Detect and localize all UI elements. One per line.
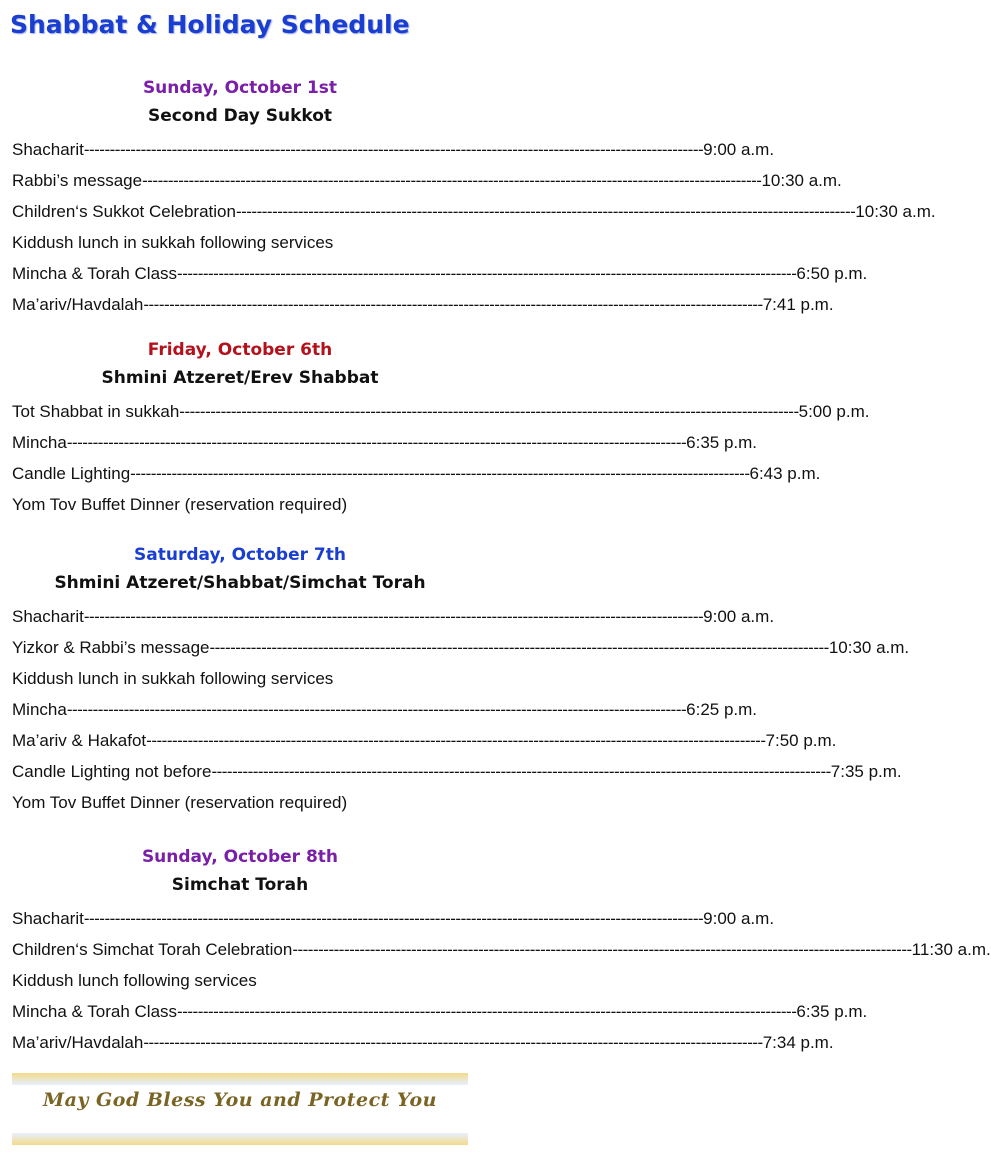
dash-leader: ------------------------------------------------------------------------------------------------------------------------ [292,940,912,959]
schedule-label: Kiddush lunch in sukkah following services [12,233,334,252]
dash-leader: ------------------------------------------------------------------------------------------------------------------------ [146,731,766,750]
blessing-text: May God Bless You and Protect You [43,1089,437,1111]
dash-leader: ------------------------------------------------------------------------------------------------------------------------ [83,909,704,928]
schedule-label: Shacharit [12,140,84,159]
section-oct-1 [0,76,936,320]
schedule-time: 5:00 p.m. [798,402,870,421]
schedule-time: 11:30 a.m. [911,940,991,959]
page-title: Shabbat & Holiday Schedule [10,10,410,39]
schedule-row [0,601,775,632]
schedule-label: Mincha & Torah Class [12,264,178,283]
schedule-time: 10:30 a.m. [828,638,910,657]
dash-leader: ------------------------------------------------------------------------------------------------------------------------ [177,1002,797,1021]
schedule-row [0,632,910,663]
schedule-label: Yizkor & Rabbi’s message [12,638,210,657]
schedule-label: Candle Lighting not before [12,762,212,781]
schedule-row [0,996,868,1027]
schedule-time: 7:50 p.m. [765,731,837,750]
schedule-time: 6:25 p.m. [686,700,758,719]
dash-leader: ------------------------------------------------------------------------------------------------------------------------ [235,202,856,221]
section-event: Shmini Atzeret/Shabbat/Simchat Torah [54,573,426,593]
dash-leader: ------------------------------------------------------------------------------------------------------------------------ [142,171,762,190]
schedule-label: Yom Tov Buffet Dinner (reservation required) [12,495,348,514]
section-date: Sunday, October 8th [141,847,339,867]
schedule-row [0,663,468,694]
banner-band-top [12,1073,468,1085]
dash-leader: ------------------------------------------------------------------------------------------------------------------------ [143,295,763,314]
dash-leader: ------------------------------------------------------------------------------------------------------------------------ [177,264,797,283]
schedule-time: 6:35 p.m. [796,1002,868,1021]
section-oct-6 [0,338,870,520]
schedule-label: Shacharit [12,909,84,928]
schedule-row [0,694,758,725]
section-date: Friday, October 6th [147,340,333,360]
schedule-time: 9:00 a.m. [703,140,775,159]
schedule-label: Yom Tov Buffet Dinner (reservation required) [12,793,348,812]
schedule-time: 6:50 p.m. [796,264,868,283]
dash-leader: ------------------------------------------------------------------------------------------------------------------------ [130,464,750,483]
schedule-label: Children‘s Simchat Torah Celebration [12,940,293,959]
schedule-time: 10:30 a.m. [761,171,842,190]
schedule-label: Ma’ariv & Hakafot [12,731,147,750]
schedule-label: Kiddush lunch in sukkah following services [12,669,334,688]
schedule-row [0,258,868,289]
schedule-label: Tot Shabbat in sukkah [12,402,180,421]
schedule-row [0,134,775,165]
schedule-label: Candle Lighting [12,464,131,483]
schedule-row [0,227,468,258]
schedule-label: Mincha & Torah Class [12,1002,178,1021]
schedule-time: 7:41 p.m. [762,295,834,314]
schedule-time: 9:00 a.m. [703,909,775,928]
schedule-row [0,756,902,787]
section-date: Saturday, October 7th [134,545,346,565]
section-oct-7 [0,543,910,818]
schedule-row [0,289,834,320]
dash-leader: ------------------------------------------------------------------------------------------------------------------------ [211,762,831,781]
schedule-row [0,489,468,520]
dash-leader: ------------------------------------------------------------------------------------------------------------------------ [83,607,704,626]
schedule-label: Mincha [12,433,67,452]
schedule-label: Children‘s Sukkot Celebration [12,202,236,221]
section-event: Shmini Atzeret/Erev Shabbat [101,368,379,388]
schedule-row [0,903,775,934]
section-event: Simchat Torah [171,875,309,895]
schedule-time: 7:34 p.m. [762,1033,834,1052]
dash-leader: ------------------------------------------------------------------------------------------------------------------------ [179,402,799,421]
section-event: Second Day Sukkot [147,106,333,126]
schedule-row [0,787,468,818]
section-oct-8 [0,845,991,1058]
schedule-row [0,1027,834,1058]
schedule-row [0,427,758,458]
dash-leader: ------------------------------------------------------------------------------------------------------------------------ [209,638,829,657]
schedule-row [0,165,842,196]
schedule-row [0,458,821,489]
schedule-time: 7:35 p.m. [830,762,902,781]
section-date: Sunday, October 1st [142,78,338,98]
schedule-label: Ma’ariv/Havdalah [12,1033,144,1052]
schedule-time: 6:43 p.m. [749,464,821,483]
schedule-label: Ma’ariv/Havdalah [12,295,144,314]
dash-leader: ------------------------------------------------------------------------------------------------------------------------ [143,1033,763,1052]
schedule-label: Mincha [12,700,67,719]
schedule-label: Kiddush lunch following services [12,971,257,990]
schedule-time: 10:30 a.m. [855,202,936,221]
dash-leader: ------------------------------------------------------------------------------------------------------------------------ [83,140,704,159]
schedule-label: Shacharit [12,607,84,626]
schedule-time: 6:35 p.m. [686,433,758,452]
schedule-row [0,396,870,427]
dash-leader: ------------------------------------------------------------------------------------------------------------------------ [66,433,687,452]
schedule-row [0,196,936,227]
schedule-row [0,934,991,965]
dash-leader: ------------------------------------------------------------------------------------------------------------------------ [66,700,687,719]
schedule-row [0,965,468,996]
schedule-label: Rabbi’s message [12,171,143,190]
schedule-time: 9:00 a.m. [703,607,775,626]
blessing-banner [12,1073,468,1145]
schedule-row [0,725,837,756]
banner-band-bottom [12,1133,468,1145]
